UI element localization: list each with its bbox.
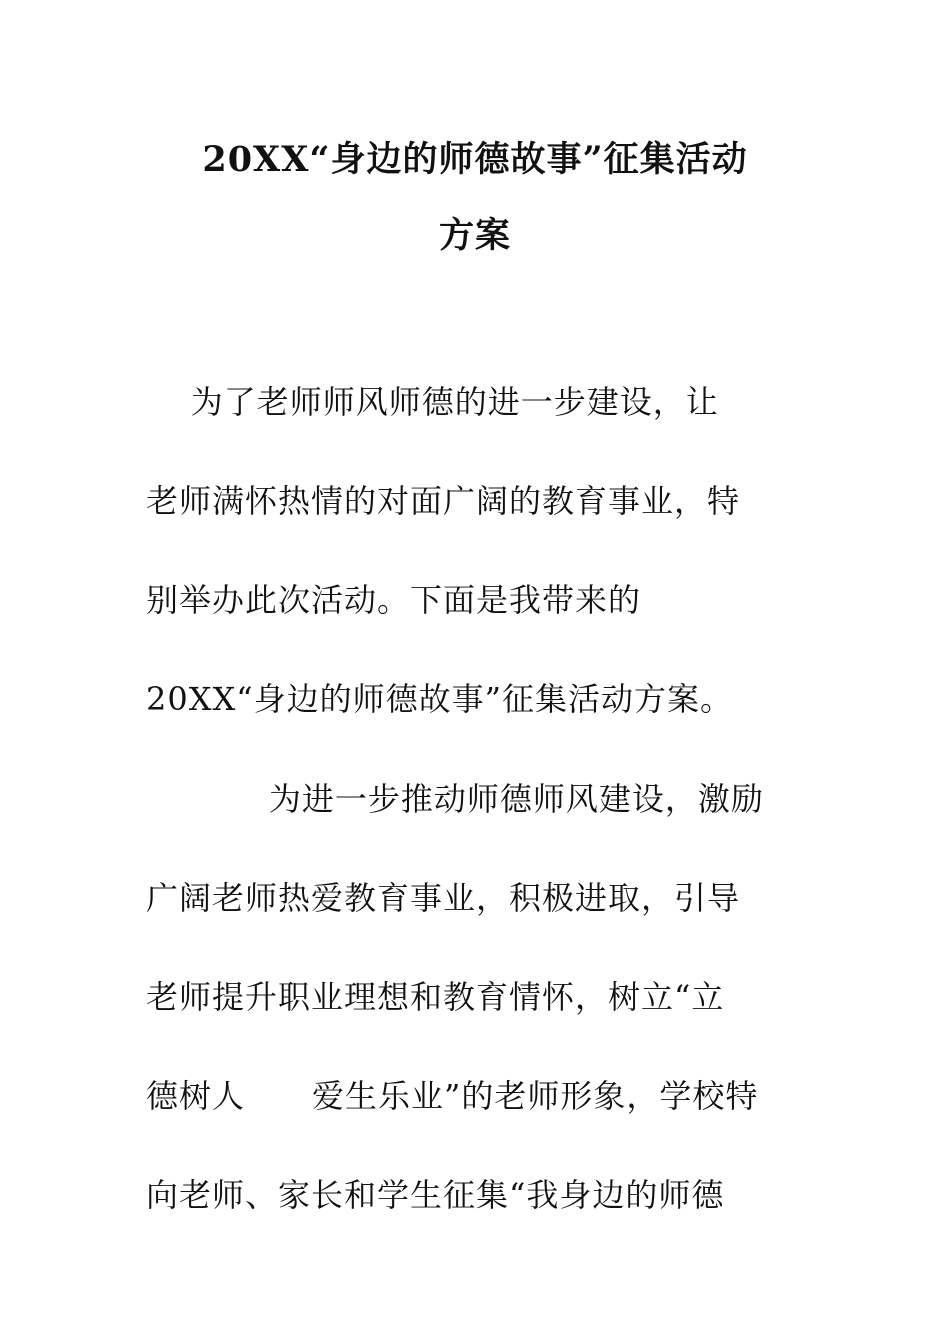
body-line-6: 广阔老师热爱教育事业，积极进取，引导: [146, 879, 741, 917]
body-line-1: 为了老师师风师德的进一步建设，让: [146, 383, 719, 421]
document-title-line-1: 20XX“身边的师德故事”征集活动: [202, 139, 748, 180]
body-line-8: 德树人 爱生乐业”的老师形象，学校特: [146, 1077, 759, 1115]
body-line-7: 老师提升职业理想和教育情怀，树立“立: [146, 978, 725, 1016]
body-line-3: 别举办此次活动。下面是我带来的: [146, 581, 642, 619]
body-line-9: 向老师、家长和学生征集“我身边的师德: [146, 1176, 725, 1214]
document-title-line-2: 方案: [438, 215, 511, 256]
body-line-5: 为进一步推动师德师风建设，激励: [146, 780, 764, 818]
body-line-4: 20XX“身边的师德故事”征集活动方案。: [146, 680, 734, 718]
body-line-2: 老师满怀热情的对面广阔的教育事业，特: [146, 482, 741, 520]
